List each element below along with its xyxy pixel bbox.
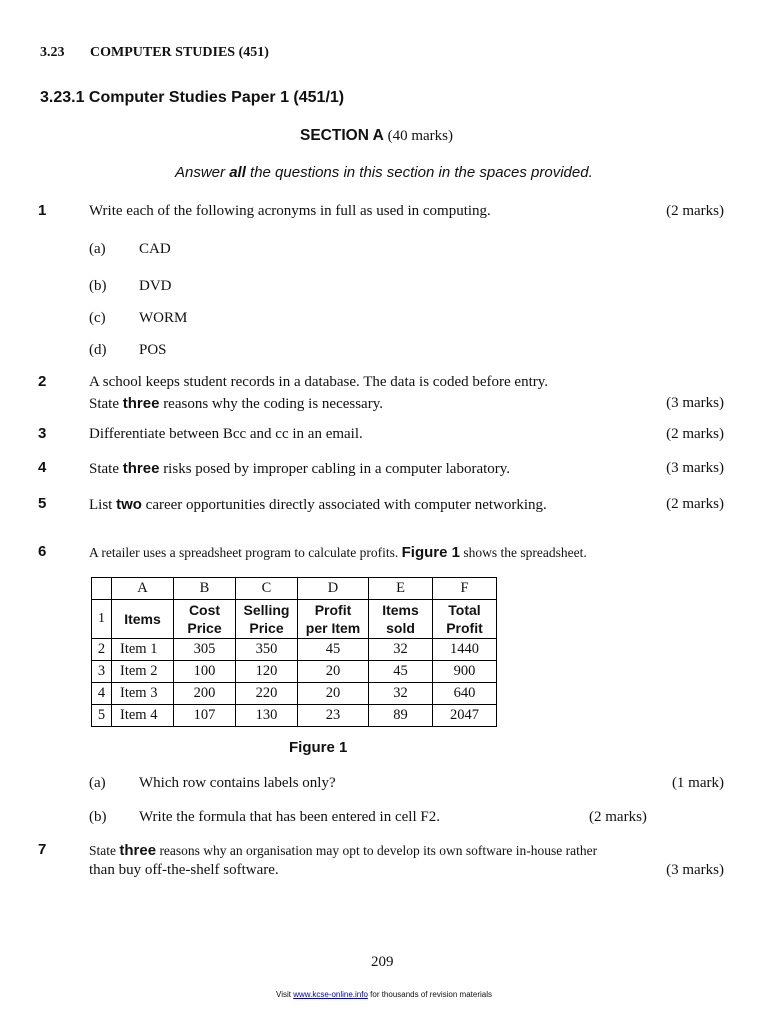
table-row <box>92 639 497 661</box>
question-text: than buy off-the-shelf software. <box>89 862 279 878</box>
instruction-text: Answer <box>175 164 230 181</box>
question-number: 7 <box>38 841 47 858</box>
sub-item-text: DVD <box>139 278 172 294</box>
question-marks: (2 marks) <box>666 426 724 442</box>
table-cell: 23 <box>298 705 369 727</box>
table-cell: 1440 <box>433 639 497 661</box>
table-cell: 89 <box>369 705 433 727</box>
table-cell: Total Profit <box>433 600 497 639</box>
table-row <box>92 705 497 727</box>
sub-item-label: (c) <box>89 310 106 326</box>
text-span: State <box>89 396 123 412</box>
emphasis: three <box>122 460 160 477</box>
table-cell: 32 <box>369 639 433 661</box>
sub-item-text: WORM <box>139 310 188 326</box>
paper-title: 3.23.1 Computer Studies Paper 1 (451/1) <box>40 89 345 106</box>
instruction <box>175 164 593 181</box>
column-header-row <box>92 578 497 600</box>
table-cell: Item 2 <box>112 661 174 683</box>
question-number: 2 <box>38 373 47 390</box>
text-span: shows the spreadsheet. <box>460 545 587 560</box>
footer-text: Visit <box>276 990 294 999</box>
row-number: 2 <box>92 639 112 661</box>
table-cell: 305 <box>174 639 236 661</box>
table-cell: 120 <box>236 661 298 683</box>
table-cell: 130 <box>236 705 298 727</box>
question-number: 3 <box>38 425 47 442</box>
text-span: career opportunities directly associated with computer networking. <box>141 497 547 513</box>
table-cell: Profit per Item <box>298 600 369 639</box>
column-letter: E <box>369 578 433 600</box>
row-number: 3 <box>92 661 112 683</box>
sub-item-label: (a) <box>89 241 106 257</box>
question-text <box>89 395 383 413</box>
section-title: COMPUTER STUDIES (451) <box>90 45 269 60</box>
question-marks: (2 marks) <box>666 496 724 512</box>
corner-cell <box>92 578 112 600</box>
table-cell: 20 <box>298 683 369 705</box>
table-cell: Item 1 <box>112 639 174 661</box>
text-span: reasons why the coding is necessary. <box>159 396 383 412</box>
table-cell: 45 <box>298 639 369 661</box>
table-cell: Selling Price <box>236 600 298 639</box>
sub-item-text: CAD <box>139 241 171 257</box>
row-number: 5 <box>92 705 112 727</box>
question-text: Differentiate between Bcc and cc in an email. <box>89 426 363 442</box>
footer-text: for thousands of revision materials <box>367 990 492 999</box>
question-number: 1 <box>38 202 47 219</box>
question-text: A school keeps student records in a database. The data is coded before entry. <box>89 374 549 390</box>
section-heading <box>300 127 453 145</box>
sub-item-label: (d) <box>89 342 107 358</box>
sub-item-label: (b) <box>89 809 107 825</box>
text-span: A retailer uses a spreadsheet program to calculate profits. <box>89 545 402 560</box>
text-span: List <box>89 497 117 513</box>
emphasis: two <box>116 496 142 513</box>
emphasis: three <box>122 395 160 412</box>
sub-item-text: POS <box>139 342 167 358</box>
table-cell: Item 4 <box>112 705 174 727</box>
question-marks: (3 marks) <box>666 395 724 411</box>
table-cell: 640 <box>433 683 497 705</box>
table-row <box>92 661 497 683</box>
column-letter: F <box>433 578 497 600</box>
column-letter: B <box>174 578 236 600</box>
table-cell: 45 <box>369 661 433 683</box>
emphasis: three <box>119 842 157 859</box>
question-number: 5 <box>38 495 47 512</box>
spreadsheet-table <box>91 577 497 727</box>
table-cell: 100 <box>174 661 236 683</box>
question-text <box>89 544 587 561</box>
table-cell: 350 <box>236 639 298 661</box>
table-row <box>92 600 497 639</box>
question-text <box>89 496 547 514</box>
table-cell: 20 <box>298 661 369 683</box>
row-number: 4 <box>92 683 112 705</box>
table-cell: 107 <box>174 705 236 727</box>
table-row <box>92 683 497 705</box>
column-letter: A <box>112 578 174 600</box>
sub-item-text: Which row contains labels only? <box>139 775 336 791</box>
table-cell: 2047 <box>433 705 497 727</box>
text-span: risks posed by improper cabling in a computer laboratory. <box>159 461 511 477</box>
question-number: 4 <box>38 459 47 476</box>
row-number: 1 <box>92 600 112 639</box>
question-marks: (2 marks) <box>666 203 724 219</box>
question-text <box>89 842 597 859</box>
text-span: State <box>89 843 120 858</box>
question-marks: (3 marks) <box>666 460 724 476</box>
instruction-text: the questions in this section in the spaces provided. <box>245 164 593 181</box>
instruction-emphasis: all <box>229 164 246 181</box>
question-marks: (2 marks) <box>589 809 647 825</box>
section-name: SECTION A <box>300 127 384 144</box>
sub-item-label: (a) <box>89 775 106 791</box>
footer <box>0 990 768 999</box>
section-number: 3.23 <box>40 45 65 60</box>
sub-item-text: Write the formula that has been entered in cell F2. <box>139 809 440 825</box>
section-marks: (40 marks) <box>387 128 453 144</box>
table-cell: 220 <box>236 683 298 705</box>
page-number: 209 <box>371 954 394 970</box>
table-cell: Items sold <box>369 600 433 639</box>
table-cell: Cost Price <box>174 600 236 639</box>
table-cell: 32 <box>369 683 433 705</box>
question-marks: (3 marks) <box>666 862 724 878</box>
table-cell: Item 3 <box>112 683 174 705</box>
table-cell: Items <box>112 600 174 639</box>
figure-caption: Figure 1 <box>289 739 348 756</box>
question-number: 6 <box>38 543 47 560</box>
column-letter: C <box>236 578 298 600</box>
sub-item-label: (b) <box>89 278 107 294</box>
text-span: State <box>89 461 123 477</box>
column-letter: D <box>298 578 369 600</box>
footer-link[interactable]: www.kcse-online.info <box>293 990 368 999</box>
table-cell: 900 <box>433 661 497 683</box>
question-text <box>89 460 510 478</box>
table-cell: 200 <box>174 683 236 705</box>
question-text: Write each of the following acronyms in full as used in computing. <box>89 203 491 219</box>
text-span: reasons why an organisation may opt to develop its own software in-house rather <box>156 843 598 858</box>
emphasis: Figure 1 <box>401 544 460 561</box>
question-marks: (1 mark) <box>671 775 724 791</box>
